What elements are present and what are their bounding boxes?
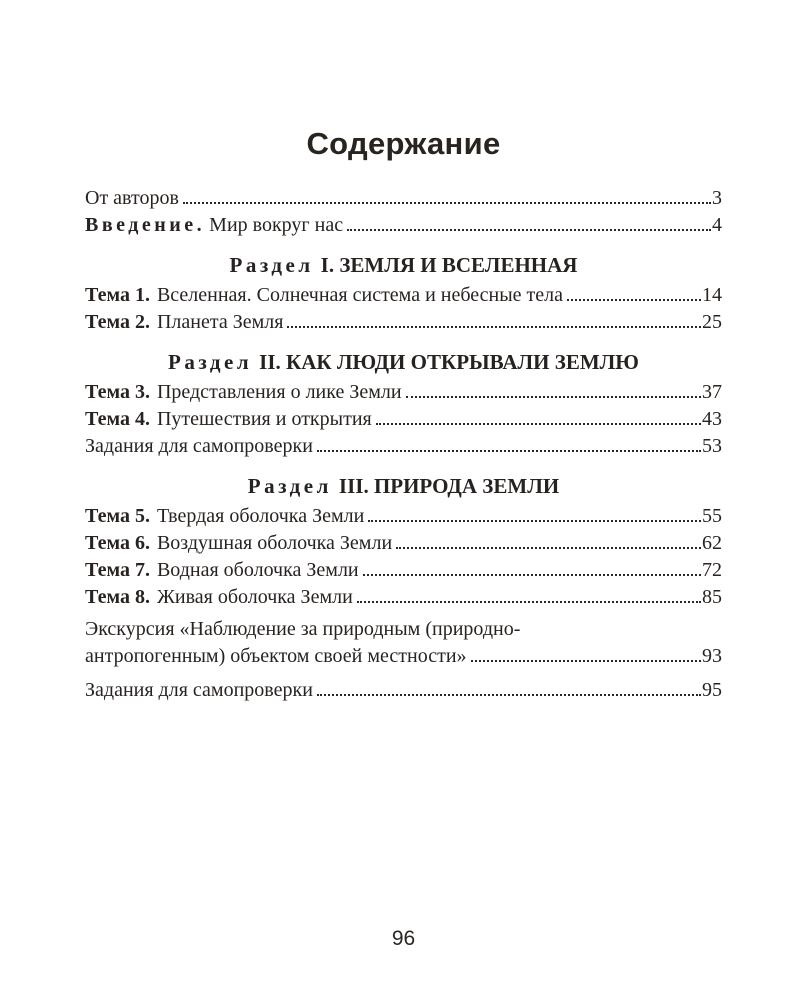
toc-entry-line2 bbox=[85, 643, 722, 670]
toc-entry-prefix: Тема 6. bbox=[85, 532, 150, 554]
toc-entry-label: Задания для самопроверки bbox=[85, 435, 313, 457]
toc-entry-page: 4 bbox=[712, 214, 722, 236]
content-column bbox=[85, 0, 722, 704]
table-of-contents bbox=[85, 185, 722, 704]
dot-leader bbox=[287, 326, 701, 328]
toc-entry-prefix: Тема 5. bbox=[85, 505, 150, 527]
toc-entry-page: 85 bbox=[702, 586, 722, 608]
toc-entry-page: 62 bbox=[702, 532, 722, 554]
toc-entry bbox=[85, 530, 722, 557]
toc-entry-label: Живая оболочка Земли bbox=[156, 586, 353, 608]
toc-entry-page: 53 bbox=[702, 435, 722, 457]
section-heading-rest: III. ПРИРОДА ЗЕМЛИ bbox=[338, 474, 560, 498]
toc-entry bbox=[85, 503, 722, 530]
toc-entry bbox=[85, 185, 722, 212]
toc-entry bbox=[85, 309, 722, 336]
page-number-footer: 96 bbox=[391, 927, 416, 950]
section-heading-word: Раздел bbox=[168, 350, 253, 374]
dot-leader bbox=[357, 601, 701, 603]
toc-entry-page: 43 bbox=[702, 408, 722, 430]
toc-entry-label-line1: Экскурсия «Наблюдение за природным (природно- bbox=[85, 618, 521, 640]
toc-entry-page: 14 bbox=[702, 284, 722, 306]
toc-entry-prefix: Тема 3. bbox=[85, 381, 150, 403]
toc-entry-page: 3 bbox=[712, 187, 722, 209]
toc-entry-label: Вселенная. Солнечная система и небесные тела bbox=[156, 284, 564, 306]
page-title: Содержание bbox=[306, 126, 501, 161]
dot-leader bbox=[471, 660, 701, 662]
toc-entry-prefix: Введение. bbox=[85, 214, 206, 236]
dot-leader bbox=[183, 202, 711, 204]
toc-entry-label: Водная оболочка Земли bbox=[156, 559, 359, 581]
toc-entry-label: Твердая оболочка Земли bbox=[156, 505, 365, 527]
toc-entry-prefix: Тема 8. bbox=[85, 586, 150, 608]
section-heading-rest: II. КАК ЛЮДИ ОТКРЫВАЛИ ЗЕМЛЮ bbox=[259, 350, 639, 374]
dot-leader bbox=[376, 423, 701, 425]
toc-entry-page: 93 bbox=[702, 645, 722, 667]
section-heading-3 bbox=[85, 473, 722, 500]
dot-leader bbox=[347, 229, 711, 231]
toc-entry-prefix: Тема 1. bbox=[85, 284, 150, 306]
toc-entry bbox=[85, 406, 722, 433]
toc-entry-page: 25 bbox=[702, 311, 722, 333]
toc-entry-excursion bbox=[85, 616, 722, 670]
section-heading-word: Раздел bbox=[229, 253, 314, 277]
dot-leader bbox=[406, 396, 701, 398]
toc-entry-label: Воздушная оболочка Земли bbox=[156, 532, 393, 554]
toc-entry-page: 95 bbox=[702, 679, 722, 701]
toc-entry bbox=[85, 677, 722, 704]
toc-entry bbox=[85, 584, 722, 611]
section-heading-word: Раздел bbox=[247, 474, 332, 498]
dot-leader bbox=[317, 694, 701, 696]
toc-entry bbox=[85, 212, 722, 239]
toc-entry-label: Мир вокруг нас bbox=[209, 214, 344, 236]
toc-entry-page: 72 bbox=[702, 559, 722, 581]
toc-entry-label: От авторов bbox=[85, 187, 179, 209]
toc-entry-label: Представления о лике Земли bbox=[156, 381, 402, 403]
dot-leader bbox=[363, 574, 701, 576]
toc-entry-label: Путешествия и открытия bbox=[156, 408, 372, 430]
dot-leader bbox=[396, 547, 701, 549]
toc-entry bbox=[85, 433, 722, 460]
dot-leader bbox=[567, 299, 701, 301]
dot-leader bbox=[368, 520, 701, 522]
section-heading-1 bbox=[85, 252, 722, 279]
toc-entry-label-line2: антропогенным) объектом своей местности» bbox=[85, 645, 467, 667]
toc-entry-label: Планета Земля bbox=[156, 311, 284, 333]
section-heading-2 bbox=[85, 349, 722, 376]
toc-entry-prefix: Тема 2. bbox=[85, 311, 150, 333]
toc-entry bbox=[85, 557, 722, 584]
toc-entry bbox=[85, 379, 722, 406]
toc-entry-prefix: Тема 7. bbox=[85, 559, 150, 581]
toc-entry bbox=[85, 282, 722, 309]
toc-entry-page: 55 bbox=[702, 505, 722, 527]
toc-entry-prefix: Тема 4. bbox=[85, 408, 150, 430]
section-heading-rest: I. ЗЕМЛЯ И ВСЕЛЕННАЯ bbox=[320, 253, 578, 277]
toc-entry-label: Задания для самопроверки bbox=[85, 679, 313, 701]
toc-entry-page: 37 bbox=[702, 381, 722, 403]
dot-leader bbox=[317, 450, 701, 452]
